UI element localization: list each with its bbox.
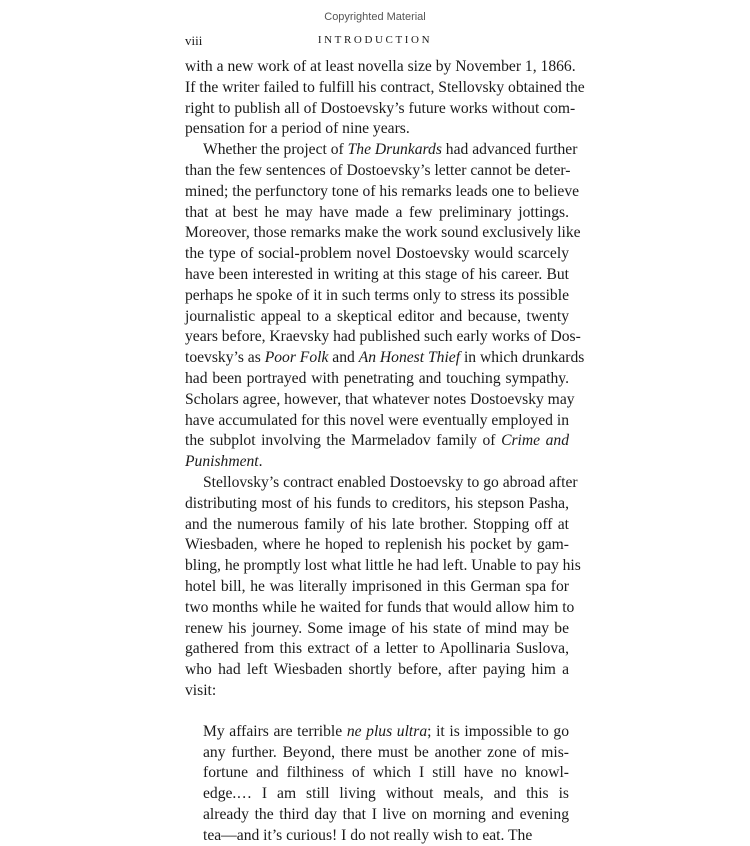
text-segment: had advanced further <box>441 141 578 159</box>
text-segment: distributing most of his funds to creditors, his stepson Pasha, <box>185 494 569 512</box>
text-line <box>185 535 569 556</box>
text-segment: perhaps he spoke of it in such terms only to stress its possible <box>185 286 569 304</box>
text-segment: two months while he waited for funds that would allow him to <box>185 598 575 616</box>
text-segment: who had left Wiesbaden shortly before, after paying him a <box>185 661 569 679</box>
italic-text: Punishment <box>185 453 259 471</box>
text-segment: pensation for a period of nine years. <box>185 120 410 138</box>
text-line <box>203 763 569 784</box>
text-line <box>185 556 581 577</box>
text-segment: than the few sentences of Dostoevsky’s letter cannot be deter- <box>185 161 571 179</box>
text-line <box>185 473 578 494</box>
text-segment: and <box>328 349 359 367</box>
italic-text: An Honest Thief <box>358 349 461 367</box>
text-segment: have been interested in writing at this stage of his career. But <box>185 265 569 283</box>
text-segment: ; it is impossible to go <box>427 722 569 740</box>
text-segment: had been portrayed with penetrating and touching sympathy. <box>185 369 569 387</box>
text-line <box>185 390 575 411</box>
text-segment: and the numerous family of his late brother. Stopping off at <box>185 515 569 533</box>
italic-text: ne plus ultra <box>346 722 428 740</box>
text-line <box>203 743 569 764</box>
text-segment: already the third day that I live on morning and evening <box>203 805 569 823</box>
paragraph <box>185 57 585 140</box>
copyright-watermark: Copyrighted Material <box>324 11 426 23</box>
text-line <box>203 826 569 846</box>
text-segment: journalistic appeal to a skeptical editor and because, twenty <box>185 307 569 325</box>
text-segment: My affairs are terrible <box>203 722 347 740</box>
text-line <box>185 244 569 265</box>
text-segment: years before, Kraevsky had published such early works of Dos- <box>185 328 581 346</box>
text-line <box>185 598 575 619</box>
text-segment: edge.… I am still living without meals, and this is <box>203 785 569 803</box>
text-line <box>185 140 578 161</box>
text-segment: the subplot involving the Marmeladov family of <box>185 432 502 450</box>
text-line <box>185 307 569 328</box>
text-line <box>185 577 569 598</box>
text-line <box>185 182 580 203</box>
text-line <box>185 161 569 182</box>
text-segment: renew his journey. Some image of his state of mind may be <box>185 619 569 637</box>
text-segment: the type of social-problem novel Dostoevsky would scarcely <box>185 245 569 263</box>
text-segment: mined; the perfunctory tone of his remarks leads one to believe <box>185 182 580 200</box>
text-segment: right to publish all of Dostoevsky’s future works without com- <box>185 99 576 117</box>
text-line <box>185 265 569 286</box>
text-line <box>185 78 585 99</box>
text-line <box>185 681 569 702</box>
text-line <box>185 119 569 140</box>
text-line <box>185 452 569 473</box>
text-segment: have accumulated for this novel were eventually employed in <box>185 411 569 429</box>
text-line <box>185 619 569 640</box>
text-segment: Whether the project of <box>203 141 348 159</box>
text-line <box>185 660 569 681</box>
text-line <box>185 99 576 120</box>
text-segment: visit: <box>185 681 217 699</box>
text-segment: that at best he may have made a few preliminary jottings. <box>185 203 569 221</box>
text-segment: with a new work of at least novella size by November 1, 1866. <box>185 58 576 75</box>
text-segment: fortune and filthiness of which I still have no knowl- <box>203 764 569 782</box>
text-line <box>185 348 585 369</box>
text-line <box>185 411 569 432</box>
running-header: INTRODUCTION <box>317 34 433 46</box>
text-line <box>185 286 569 307</box>
text-line <box>185 639 569 660</box>
text-line <box>185 515 569 536</box>
text-line <box>185 203 569 224</box>
text-line <box>185 57 576 78</box>
italic-text: Poor Folk <box>264 349 329 367</box>
italic-text: Crime and <box>501 432 569 450</box>
text-segment: Wiesbaden, where he hoped to replenish his pocket by gam- <box>185 536 569 554</box>
text-segment: Scholars agree, however, that whatever notes Dostoevsky may <box>185 390 575 408</box>
text-segment: Moreover, those remarks make the work sound exclusively like <box>185 224 581 242</box>
text-segment: Stellovsky’s contract enabled Dostoevsky to go abroad after <box>203 473 578 491</box>
block-quote <box>185 722 569 846</box>
text-segment: in which drunkards <box>460 349 585 367</box>
italic-text: The Drunkards <box>347 141 442 159</box>
text-line <box>203 722 569 743</box>
text-segment: gathered from this extract of a letter to Apollinaria Suslova, <box>185 640 569 658</box>
text-line <box>185 327 581 348</box>
body-text <box>185 57 585 846</box>
text-segment: . <box>258 453 263 471</box>
paragraph <box>185 473 581 702</box>
text-segment: tea—and it’s curious! I do not really wish to eat. The <box>203 826 533 844</box>
text-line <box>185 223 581 244</box>
text-segment: any further. Beyond, there must be another zone of mis- <box>203 743 569 761</box>
paragraph <box>185 140 585 473</box>
text-segment: If the writer failed to fulfill his contract, Stellovsky obtained the <box>185 78 585 96</box>
text-line <box>185 431 569 452</box>
text-segment: hotel bill, he was literally imprisoned in this German spa for <box>185 577 569 595</box>
text-segment: toevsky’s as <box>185 349 265 367</box>
text-line <box>185 494 569 515</box>
text-segment: bling, he promptly lost what little he had left. Unable to pay his <box>185 557 581 575</box>
text-line <box>203 805 569 826</box>
text-line <box>203 784 569 805</box>
text-line <box>185 369 569 390</box>
page-number: viii <box>185 33 203 48</box>
